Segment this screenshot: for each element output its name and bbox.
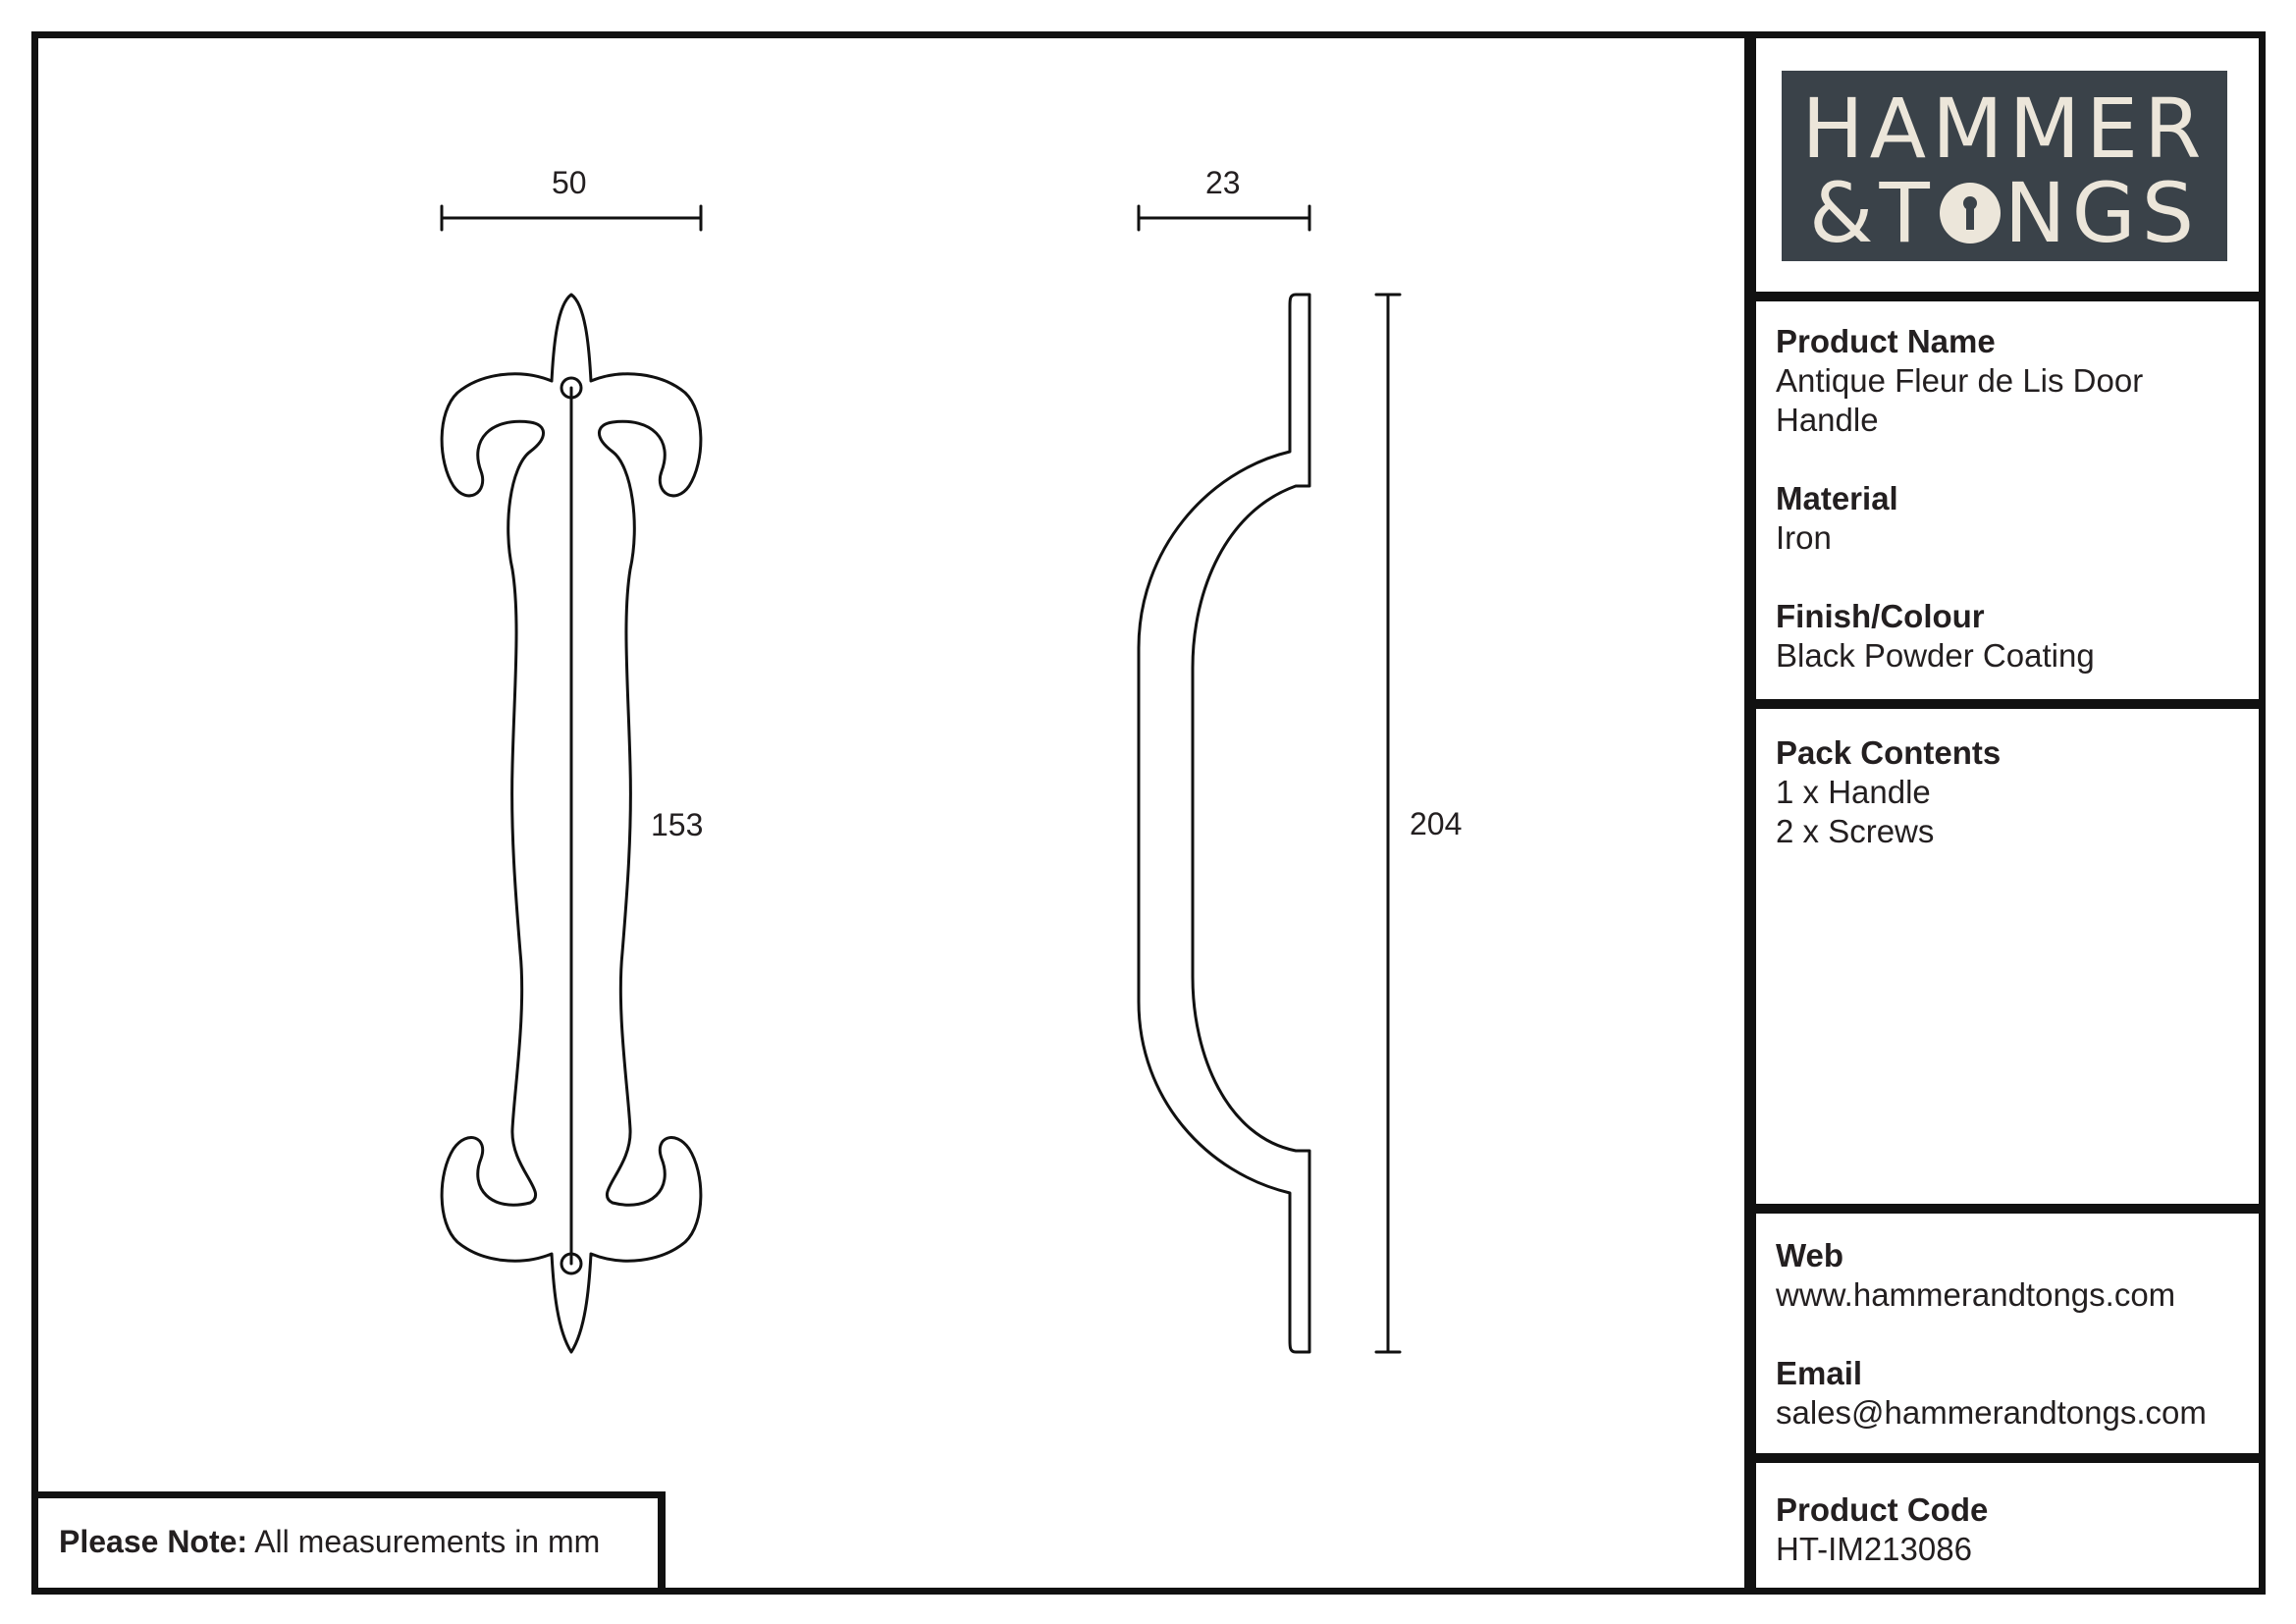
product-info: [1776, 322, 2188, 676]
product-code-value: HT-IM213086: [1776, 1531, 1972, 1567]
front-width-dimension-line: [442, 206, 701, 230]
front-width-label: 50: [552, 165, 587, 200]
material-label: Material: [1776, 480, 1898, 516]
brand-logo: [1782, 71, 2227, 261]
pack-item: 2 x Screws: [1776, 813, 1935, 849]
front-centres-label: 153: [651, 807, 704, 842]
web-label: Web: [1776, 1237, 1844, 1273]
finish-label: Finish/Colour: [1776, 598, 1985, 634]
logo-line-2-prefix: &T: [1808, 165, 1936, 261]
email-label: Email: [1776, 1355, 1863, 1391]
side-view-handle-profile: [1139, 295, 1309, 1352]
web-value: www.hammerandtongs.com: [1776, 1276, 2176, 1313]
product-name-label: Product Name: [1776, 323, 1996, 359]
finish-value: Black Powder Coating: [1776, 637, 2095, 674]
material-value: Iron: [1776, 519, 1832, 556]
logo-line-2: [1782, 165, 2227, 261]
logo-line-1: HAMMER: [1801, 81, 2208, 177]
note-label: Please Note:: [59, 1524, 248, 1559]
pack-item: 1 x Handle: [1776, 774, 1931, 810]
contact-info: [1776, 1236, 2207, 1433]
side-length-dimension-line: [1376, 295, 1400, 1352]
side-depth-label: 23: [1205, 165, 1241, 200]
pack-contents-label: Pack Contents: [1776, 734, 2002, 771]
product-code-label: Product Code: [1776, 1491, 1989, 1528]
product-name-value: Antique Fleur de Lis Door Handle: [1776, 362, 2144, 438]
note-text: All measurements in mm: [254, 1524, 601, 1559]
measurement-note: [59, 1524, 600, 1560]
email-value: sales@hammerandtongs.com: [1776, 1394, 2207, 1431]
side-length-label: 204: [1410, 806, 1463, 841]
pack-contents: [1776, 733, 2001, 851]
product-code: [1776, 1490, 1988, 1569]
side-depth-dimension-line: [1139, 206, 1309, 230]
logo-line-2-suffix: NGS: [2003, 165, 2201, 261]
keyhole-icon: [1940, 183, 2001, 244]
